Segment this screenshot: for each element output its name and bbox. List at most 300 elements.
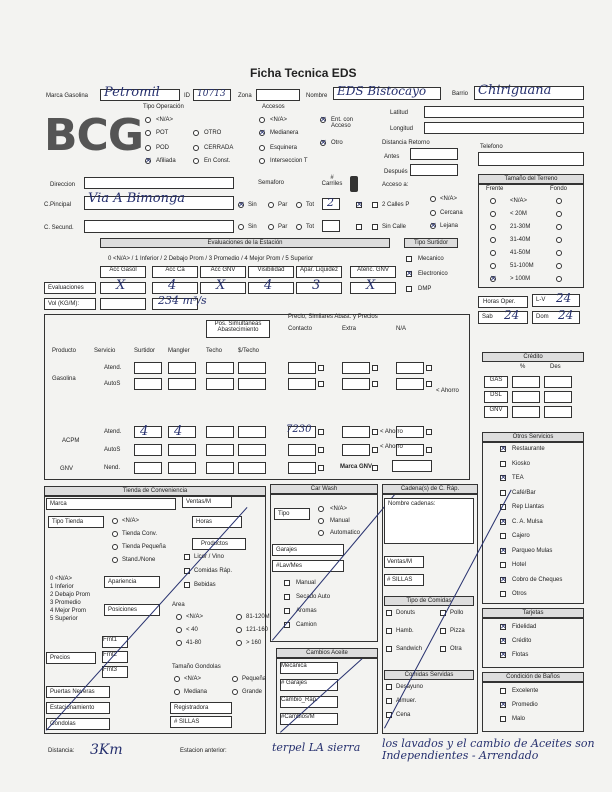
- frente-radio[interactable]: [490, 237, 496, 243]
- comida-check[interactable]: [386, 646, 392, 652]
- bcg-logo: BCG: [44, 110, 143, 161]
- nombre-cadenas-label: Nombre cadenas:: [388, 501, 436, 507]
- comida-label: Pollo: [450, 610, 464, 616]
- carwash-radio[interactable]: [318, 530, 324, 536]
- comida-servida-label: Cena: [396, 712, 411, 718]
- credito-type: DSL: [484, 391, 508, 403]
- tienda-scale-item: 3 Promedio: [50, 600, 81, 606]
- price-cell[interactable]: [342, 378, 370, 390]
- frente-field[interactable]: Frnt1: [102, 636, 128, 648]
- tipo-surtidor-header: Tipo Surtidor: [404, 238, 458, 248]
- aceite-field[interactable]: Cambio_Ráp.: [280, 696, 338, 708]
- dom-value: 24: [558, 308, 574, 322]
- tipo-tienda-option: Tienda Conv.: [122, 531, 158, 537]
- acceso-lejana-radio[interactable]: [430, 223, 436, 229]
- sillas-tienda-label: # SILLAS: [174, 719, 200, 725]
- tarjetas-header: Tarjetas: [482, 608, 584, 618]
- carwash-radio[interactable]: [318, 506, 324, 512]
- gondola-option: Mediana: [184, 689, 208, 695]
- accesos-radio-medianera[interactable]: [259, 130, 265, 136]
- prod-cell[interactable]: [238, 378, 266, 390]
- price-check[interactable]: [372, 429, 378, 435]
- gondola-radio[interactable]: [174, 676, 180, 682]
- sin-calle-check[interactable]: [372, 224, 378, 230]
- prod-cell[interactable]: [238, 444, 266, 456]
- lv-label: L-V: [536, 297, 546, 303]
- area-option: <N/A>: [186, 614, 204, 620]
- producto-tienda-label: Bebidas: [194, 582, 216, 588]
- evaluaciones-scale: 0 <N/A> / 1 Inferior / 2 Debajo Prom / 3 Promedio / 4 Mejor Prom / 5 Superior: [108, 256, 314, 262]
- puertas-label: Puertas Neveras: [50, 689, 95, 695]
- prod-cell[interactable]: [206, 462, 234, 474]
- area-radio[interactable]: [176, 614, 182, 620]
- price-check[interactable]: [372, 381, 378, 387]
- cp-sin: Sin: [248, 202, 257, 208]
- tipo-op-radio-afiliada[interactable]: [145, 158, 151, 164]
- horas-oper-label-box: [478, 296, 528, 308]
- fondo-radio[interactable]: [556, 198, 562, 204]
- tipo-op-na: <N/A>: [156, 117, 174, 123]
- cs-tot-radio[interactable]: [296, 224, 302, 230]
- producto-tienda-check[interactable]: [184, 554, 190, 560]
- tarjeta-label: Fidelidad: [512, 624, 537, 630]
- tienda-marca-label: Marca: [50, 501, 67, 507]
- credito-pct-field[interactable]: [512, 376, 540, 388]
- condicion-check[interactable]: [500, 716, 506, 722]
- terreno-option: 21-30M: [510, 224, 531, 230]
- frente-radio[interactable]: [490, 211, 496, 217]
- tarjeta-check[interactable]: [500, 624, 506, 630]
- apariencia-label: Apariencia: [108, 579, 137, 585]
- eval-score-value: X: [366, 278, 376, 293]
- estacion-anterior-label: Estacion anterior:: [180, 748, 227, 754]
- garajes-field[interactable]: [272, 544, 344, 556]
- credito-type: GAS: [484, 376, 508, 388]
- servicio-label: AutoS: [104, 381, 121, 387]
- eval-row-text: Evaluaciones: [48, 285, 84, 291]
- credito-des-field[interactable]: [544, 376, 572, 388]
- otros-servicio-check[interactable]: [500, 591, 506, 597]
- eval-col-header: Visibilidad: [248, 266, 294, 278]
- csecund-field[interactable]: [84, 220, 234, 233]
- comidas-servidas-header: Comidas Servidas: [384, 670, 474, 680]
- tipo-op-afiliada: Afiliada: [156, 158, 176, 164]
- gasolina-label: Gasolina: [52, 376, 76, 382]
- condicion-check[interactable]: [500, 688, 506, 694]
- cadenas-sillas-field[interactable]: [384, 574, 424, 586]
- prod-cell[interactable]: [238, 362, 266, 374]
- dos-calles-label: 2 Calles P: [382, 202, 410, 208]
- price-cell[interactable]: [396, 362, 424, 374]
- marca-gnv-field[interactable]: [392, 460, 432, 472]
- tipo-tienda-option: Stand./None: [122, 557, 156, 563]
- accesos-esquinera: Esquinera: [270, 145, 298, 151]
- tipo-tienda-radio[interactable]: [112, 557, 118, 563]
- price-check[interactable]: [426, 429, 432, 435]
- tienda-header: Tienda de Conveniencia: [44, 486, 266, 496]
- producto-tienda-check[interactable]: [184, 582, 190, 588]
- cs-sin-radio[interactable]: [238, 224, 244, 230]
- tienda-scale-item: 5 Superior: [50, 616, 78, 622]
- prod-cell[interactable]: [168, 362, 196, 374]
- otros-servicio-check[interactable]: [500, 577, 506, 583]
- tipo-op-radio-na[interactable]: [145, 117, 151, 123]
- prod-cell[interactable]: [238, 462, 266, 474]
- gnv-price-cell[interactable]: [288, 462, 316, 474]
- price-check[interactable]: [318, 365, 324, 371]
- condicion-label: Promedio: [512, 702, 538, 708]
- sub-na: N/A: [396, 326, 407, 332]
- otros-servicio-check[interactable]: [500, 446, 506, 452]
- producto-tienda-label: Licor / Vino: [194, 554, 224, 560]
- prod-cell[interactable]: [206, 378, 234, 390]
- price-cell[interactable]: [342, 362, 370, 374]
- tipo-tienda-radio[interactable]: [112, 531, 118, 537]
- otros-servicio-check[interactable]: [500, 519, 506, 525]
- barrio-label: Barrio: [452, 91, 469, 97]
- prod-cell[interactable]: [134, 462, 162, 474]
- cadenas-ventas-label: Ventas/M: [387, 559, 413, 565]
- otros-servicio-label: Kiosko: [512, 460, 531, 467]
- price-cell[interactable]: [342, 426, 370, 438]
- price-check[interactable]: [318, 465, 324, 471]
- area-radio[interactable]: [176, 640, 182, 646]
- precios-tienda-field[interactable]: [46, 652, 96, 664]
- cs-semaforo-check[interactable]: [356, 224, 362, 230]
- zona-field[interactable]: [256, 89, 300, 101]
- tienda-scale-item: 0 <N/A>: [50, 576, 73, 582]
- evaluaciones-row-label: [44, 282, 96, 294]
- price-check[interactable]: [318, 381, 324, 387]
- condicion-check[interactable]: [500, 702, 506, 708]
- servicio-label: AutoS: [104, 447, 121, 453]
- carwash-radio[interactable]: [318, 518, 324, 524]
- carwash-check[interactable]: [284, 608, 290, 614]
- price-cell[interactable]: [288, 378, 316, 390]
- otros-servicio-label: Parqueo Mulas: [512, 547, 553, 554]
- comida-servida-check[interactable]: [386, 698, 392, 704]
- frente-radio[interactable]: [490, 250, 496, 256]
- antes-field[interactable]: [410, 148, 458, 160]
- carriles-label: # Carriles: [321, 175, 343, 187]
- cs-carriles-field[interactable]: [322, 220, 340, 232]
- csecund-label: C. Secund.: [44, 225, 74, 231]
- longitud-label: Longitud: [390, 126, 414, 132]
- cprincipal-par-radio[interactable]: [268, 202, 274, 208]
- tipo-tienda-option: <N/A>: [122, 518, 140, 524]
- ahorro-label-acpm: < Ahorro: [380, 429, 403, 435]
- nombre-value: EDS Bistocayo: [337, 84, 427, 98]
- dos-calles-check[interactable]: [372, 202, 378, 208]
- cp-tot: Tot: [306, 202, 315, 208]
- price-check[interactable]: [372, 447, 378, 453]
- prod-cell[interactable]: [134, 362, 162, 374]
- sab-value: 24: [504, 308, 520, 322]
- area-radio[interactable]: [236, 627, 242, 633]
- otros-servicio-label: Hotel: [512, 562, 527, 568]
- nota-manuscrita: los lavados y el cambio de Aceites son Independientes - Arrendado: [382, 737, 595, 762]
- prod-cell[interactable]: [134, 444, 162, 456]
- tienda-horas-label: Horas: [196, 519, 213, 525]
- cs-par-radio[interactable]: [268, 224, 274, 230]
- tipo-op-radio-cerrada[interactable]: [193, 145, 199, 151]
- accesos-otro: Otro: [331, 140, 343, 146]
- prod-cell[interactable]: [168, 378, 196, 390]
- price-check[interactable]: [426, 447, 432, 453]
- terreno-option: 31-40M: [510, 237, 531, 243]
- servicio-label: Atend.: [104, 429, 122, 435]
- comida-check[interactable]: [440, 646, 446, 652]
- frente-field[interactable]: Frnt3: [102, 666, 128, 678]
- credito-des-field[interactable]: [544, 391, 572, 403]
- prod-cell[interactable]: [168, 444, 196, 456]
- carwash-option: <N/A>: [330, 506, 348, 512]
- otros-servicio-check[interactable]: [500, 475, 506, 481]
- price-cell[interactable]: [288, 444, 316, 456]
- tarjeta-check[interactable]: [500, 652, 506, 658]
- mecanico-label: Mecanico: [418, 256, 444, 262]
- distancia-value: 3Km: [90, 742, 123, 758]
- tipo-op-pod: POD: [156, 145, 170, 151]
- price-cell[interactable]: [342, 444, 370, 456]
- frente-radio[interactable]: [490, 276, 496, 282]
- tamano-gondolas-label: Tamaño Gondolas: [172, 664, 221, 670]
- tienda-ventas-field[interactable]: [182, 496, 232, 508]
- tipo-op-radio-otro[interactable]: [193, 130, 199, 136]
- credito-pct-field[interactable]: [512, 391, 540, 403]
- cs-tot: Tot: [306, 224, 315, 230]
- area-radio[interactable]: [236, 614, 242, 620]
- acpm-price-value: 7230: [286, 424, 312, 435]
- evaluaciones-banner: Evaluaciones de la Estación: [100, 238, 390, 248]
- accesos-radio-esquinera[interactable]: [259, 145, 265, 151]
- terreno-option: 51-100M: [510, 263, 534, 269]
- electronico-check[interactable]: [406, 271, 412, 277]
- longitud-field[interactable]: [424, 122, 584, 134]
- tienda-marca-field[interactable]: [46, 498, 176, 510]
- terreno-option: 41-50M: [510, 250, 531, 256]
- otros-servicio-label: Cajero: [512, 533, 530, 539]
- comida-check[interactable]: [440, 628, 446, 634]
- accesos-radio-ent[interactable]: [320, 117, 326, 123]
- vol-value: 234 m³/s: [158, 294, 207, 307]
- dmp-check[interactable]: [406, 286, 412, 292]
- prod-cell[interactable]: [134, 378, 162, 390]
- registradora-field[interactable]: [170, 702, 232, 714]
- frente-radio[interactable]: [490, 198, 496, 204]
- telefono-field[interactable]: [478, 152, 584, 166]
- tipo-op-radio-pot[interactable]: [145, 130, 151, 136]
- area-radio[interactable]: [176, 627, 182, 633]
- comida-servida-check[interactable]: [386, 684, 392, 690]
- acceso-cercana: Cercana: [440, 210, 463, 216]
- price-cell[interactable]: [396, 378, 424, 390]
- credito-des: Des: [550, 364, 561, 370]
- puertas-field[interactable]: [46, 686, 110, 698]
- tienda-ventas-label: Ventas/M: [186, 499, 212, 505]
- carwash-tipo-label: Tipo: [278, 511, 290, 517]
- carwash-check[interactable]: [284, 580, 290, 586]
- tarjeta-check[interactable]: [500, 638, 506, 644]
- eval-col-header: Acc GNV: [200, 266, 246, 278]
- productos-tienda-header: [192, 538, 246, 550]
- cp-par: Par: [278, 202, 288, 208]
- otros-servicio-label: TEA: [512, 475, 524, 481]
- gondola-radio[interactable]: [232, 689, 238, 695]
- gondola-option: Grande: [242, 689, 263, 695]
- apariencia-field[interactable]: [104, 576, 160, 588]
- telefono-label: Telefono: [480, 144, 503, 150]
- eval-score-value: 4: [168, 278, 177, 293]
- prod-cell[interactable]: [206, 426, 234, 438]
- comida-servida-label: Desayuno: [396, 684, 424, 690]
- condicion-label: Excelente: [512, 688, 539, 694]
- comida-label: Sandwich: [396, 646, 423, 652]
- tipo-op-radio-const[interactable]: [193, 158, 199, 164]
- area-radio[interactable]: [236, 640, 242, 646]
- fondo-radio[interactable]: [556, 237, 562, 243]
- acceso-na: <N/A>: [440, 196, 458, 202]
- nombre-cadenas-field[interactable]: [384, 498, 474, 544]
- frente-radio[interactable]: [490, 263, 496, 269]
- semaforo-check[interactable]: [356, 202, 362, 208]
- dmp-label: DMP: [418, 286, 432, 292]
- acceso-na-radio[interactable]: [430, 196, 436, 202]
- otros-servicio-check[interactable]: [500, 490, 506, 496]
- cs-par: Par: [278, 224, 288, 230]
- prod-cell[interactable]: [238, 426, 266, 438]
- fondo-radio[interactable]: [556, 250, 562, 256]
- price-check[interactable]: [318, 429, 324, 435]
- price-check[interactable]: [372, 365, 378, 371]
- fondo-label: Fondo: [550, 186, 568, 192]
- aceite-field[interactable]: Mecánica: [280, 662, 338, 674]
- cadenas-ventas-field[interactable]: [384, 556, 424, 568]
- tipo-op-pot: POT: [156, 130, 169, 136]
- sub-extra: Extra: [342, 326, 357, 332]
- gondola-radio[interactable]: [174, 689, 180, 695]
- acpm-label: ACPM: [62, 438, 80, 444]
- carwash-check-label: Secado Auto: [296, 594, 331, 600]
- cs-sin: Sin: [248, 224, 257, 230]
- otros-servicios-header: Otros Servicios: [482, 432, 584, 442]
- terreno-option: < 20M: [510, 211, 527, 217]
- frente-field[interactable]: Frnt2: [102, 651, 128, 663]
- producto-tienda-label: Comidas Ráp.: [194, 568, 233, 574]
- credito-pct-field[interactable]: [512, 406, 540, 418]
- despues-field[interactable]: [410, 164, 458, 176]
- estacionamiento-field[interactable]: [46, 702, 110, 714]
- price-check[interactable]: [426, 365, 432, 371]
- tipo-tienda-field[interactable]: [48, 516, 104, 528]
- prod-cell[interactable]: [206, 362, 234, 374]
- eval-score-value: 4: [264, 278, 273, 293]
- area-label: Area: [172, 602, 185, 608]
- comida-check[interactable]: [386, 610, 392, 616]
- lav-mes-label: #Lav/Mes: [276, 563, 303, 569]
- acceso-cercana-radio[interactable]: [430, 210, 436, 216]
- accesos-radio-otro[interactable]: [320, 140, 326, 146]
- fondo-radio[interactable]: [556, 224, 562, 230]
- id-value: 10713: [197, 89, 226, 99]
- price-cell[interactable]: [288, 362, 316, 374]
- cprincipal-tot-radio[interactable]: [296, 202, 302, 208]
- garajes-label: Garajes: [276, 547, 298, 553]
- servicio-label: Atend.: [104, 365, 122, 371]
- marca-value: Petromil: [104, 85, 160, 100]
- tipo-op-radio-pod[interactable]: [145, 145, 151, 151]
- antes-label: Antes: [384, 154, 400, 160]
- aceite-field[interactable]: # Garajes: [280, 679, 338, 691]
- otros-servicio-check[interactable]: [500, 548, 506, 554]
- tipo-op-otro: OTRO: [204, 130, 222, 136]
- fondo-radio[interactable]: [556, 263, 562, 269]
- area-option: 121-160: [246, 627, 269, 633]
- gondola-radio[interactable]: [232, 676, 238, 682]
- eval-score-value: X: [116, 278, 126, 293]
- area-option: < 40: [186, 627, 198, 633]
- otros-servicio-check[interactable]: [500, 461, 506, 467]
- accesos-radio-na[interactable]: [259, 117, 265, 123]
- fondo-radio[interactable]: [556, 276, 562, 282]
- tarjeta-label: Flotas: [512, 652, 529, 658]
- sillas-tienda-field[interactable]: [170, 716, 232, 728]
- otros-servicio-check[interactable]: [500, 562, 506, 568]
- prod-cell[interactable]: [206, 444, 234, 456]
- tamano-terreno-header: Tamaño del Terreno: [478, 174, 584, 184]
- comida-check[interactable]: [386, 628, 392, 634]
- prod-col-header: Mangler: [168, 348, 190, 354]
- price-check[interactable]: [372, 465, 378, 471]
- vol-field[interactable]: [100, 298, 146, 310]
- vol-row-label: [44, 298, 96, 310]
- acpm-surtidor-value: 4: [140, 424, 149, 439]
- ahorro-label-gas: < Ahorro: [436, 388, 459, 394]
- cambios-aceite-header: Cambios Aceite: [276, 648, 378, 658]
- tipo-op-cerrada: CERRADA: [204, 145, 234, 151]
- eval-col-header: Apar. Liquidez: [296, 266, 342, 278]
- tipo-tienda-radio[interactable]: [112, 518, 118, 524]
- latitud-label: Latitud: [390, 110, 409, 116]
- tipo-tienda-label: Tipo Tienda: [52, 519, 84, 525]
- aceite-field[interactable]: #Cambios/M: [280, 713, 338, 725]
- prod-cell[interactable]: [168, 462, 196, 474]
- credito-des-field[interactable]: [544, 406, 572, 418]
- otros-servicio-check[interactable]: [500, 533, 506, 539]
- nombre-label: Nombre: [306, 93, 328, 99]
- frente-radio[interactable]: [490, 224, 496, 230]
- tipo-tienda-option: Tienda Pequeña: [122, 544, 166, 550]
- estacionamiento-label: Estacionamiento: [50, 705, 95, 711]
- carwash-tipo-field[interactable]: [274, 508, 310, 520]
- direccion-field[interactable]: [84, 177, 234, 189]
- price-check[interactable]: [318, 447, 324, 453]
- price-check[interactable]: [426, 381, 432, 387]
- mecanico-check[interactable]: [406, 256, 412, 262]
- latitud-field[interactable]: [424, 106, 584, 118]
- carriles-value: 2: [327, 196, 334, 209]
- fondo-radio[interactable]: [556, 211, 562, 217]
- semaforo-label: Semaforo: [258, 180, 285, 186]
- sab-field[interactable]: [478, 311, 528, 324]
- accesos-radio-interseccion[interactable]: [259, 158, 265, 164]
- precios-header: Precio, Similares Abast. y Precios: [288, 314, 378, 320]
- cprincipal-sin-radio[interactable]: [238, 202, 244, 208]
- carwash-check[interactable]: [284, 594, 290, 600]
- accesos-na: <N/A>: [270, 117, 288, 123]
- tipo-tienda-radio[interactable]: [112, 544, 118, 550]
- tipo-op-const: En Const.: [204, 158, 231, 164]
